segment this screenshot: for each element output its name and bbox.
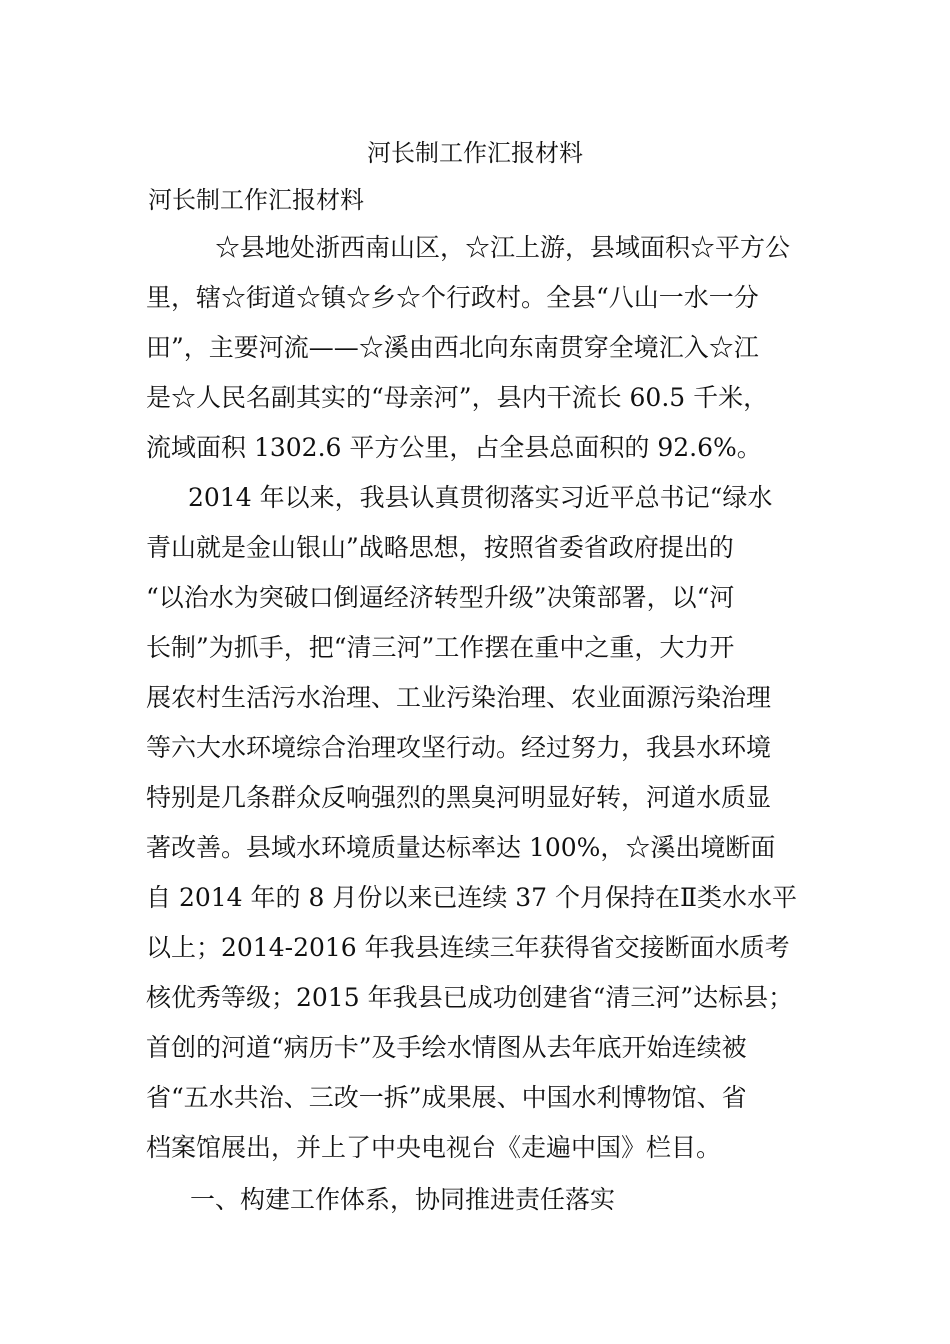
text-line: 里，辖☆街道☆镇☆乡☆个行政村。全县“八山一水一分 bbox=[146, 283, 759, 312]
section-heading: 一、构建工作体系，协同推进责任落实 bbox=[190, 1185, 616, 1214]
document-title: 河长制工作汇报材料 bbox=[367, 139, 583, 167]
text-line: 特别是几条群众反响强烈的黑臭河明显好转，河道水质显 bbox=[146, 783, 772, 812]
text-line: 流域面积 1302.6 平方公里，占全县总面积的 92.6%。 bbox=[146, 433, 762, 462]
text-line: 自 2014 年的 8 月份以来已连续 37 个月保持在Ⅱ类水水平 bbox=[146, 883, 798, 912]
text-line: ☆县地处浙西南山区，☆江上游，县域面积☆平方公 bbox=[215, 233, 791, 262]
text-line: 著改善。县域水环境质量达标率达 100%，☆溪出境断面 bbox=[146, 833, 776, 862]
text-line: 首创的河道“病历卡”及手绘水情图从去年底开始连续被 bbox=[146, 1033, 747, 1062]
text-line: 省“五水共治、三改一拆”成果展、中国水利博物馆、省 bbox=[146, 1083, 747, 1112]
text-line: 等六大水环境综合治理攻坚行动。经过努力，我县水环境 bbox=[146, 733, 772, 762]
text-line: 2014 年以来，我县认真贯彻落实习近平总书记“绿水 bbox=[188, 483, 773, 512]
text-line: 核优秀等级；2015 年我县已成功创建省“清三河”达标县； bbox=[146, 983, 794, 1012]
text-line: 展农村生活污水治理、工业污染治理、农业面源污染治理 bbox=[146, 683, 772, 712]
text-line: 青山就是金山银山”战略思想，按照省委省政府提出的 bbox=[146, 533, 734, 562]
text-line: 长制”为抓手，把“清三河”工作摆在重中之重，大力开 bbox=[146, 633, 735, 662]
text-line: 田”，主要河流——☆溪由西北向东南贯穿全境汇入☆江 bbox=[146, 333, 759, 362]
text-line: 是☆人民名副其实的“母亲河”，县内干流长 60.5 千米， bbox=[146, 383, 769, 412]
document-subtitle: 河长制工作汇报材料 bbox=[148, 186, 364, 214]
text-line: “以治水为突破口倒逼经济转型升级”决策部署，以“河 bbox=[146, 583, 735, 612]
text-line: 档案馆展出，并上了中央电视台《走遍中国》栏目。 bbox=[146, 1133, 722, 1162]
text-line: 以上；2014-2016 年我县连续三年获得省交接断面水质考 bbox=[146, 933, 790, 962]
